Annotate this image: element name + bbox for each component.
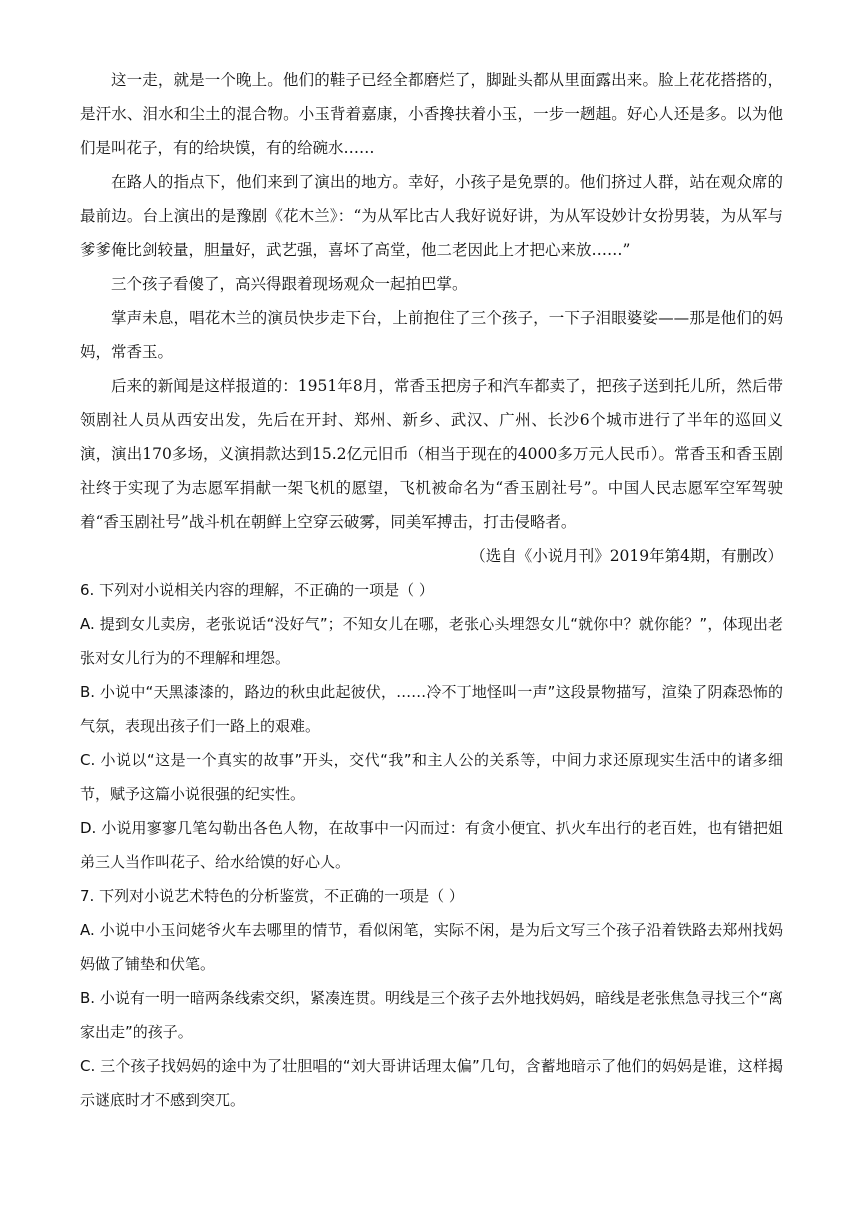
- story-paragraph: 在路人的指点下，他们来到了演出的地方。幸好，小孩子是免票的。他们挤过人群，站在观众席的最前边。台上演出的是豫剧《花木兰》：“为从军比古人我好说好讲，为从军设妙计女扮男装，为从军与爹爹俺比剑较量，胆量好，武艺强，喜坏了高堂，他二老因此上才把心来放……”: [80, 173, 783, 259]
- question-6-option-d: D. 小说用寥寥几笔勾勒出各色人物，在故事中一闪而过：有贪小便宜、扒火车出行的老百姓，也有错把姐弟三人当作叫花子、给水给馍的好心人。: [80, 819, 783, 871]
- question-7-option-b: B. 小说有一明一暗两条线索交织，紧凑连贯。明线是三个孩子去外地找妈妈，暗线是老张焦急寻找三个“离家出走”的孩子。: [80, 989, 783, 1041]
- question-6-option-b: B. 小说中“天黑漆漆的，路边的秋虫此起彼伏，……冷不丁地怪叫一声”这段景物描写，渲染了阴森恐怖的气氛，表现出孩子们一路上的艰难。: [80, 683, 783, 735]
- story-paragraph: 掌声未息，唱花木兰的演员快步走下台，上前抱住了三个孩子，一下子泪眼婆娑——那是他们的妈妈，常香玉。: [80, 309, 783, 361]
- question-list: [80, 573, 783, 1117]
- document-page: [80, 63, 783, 1117]
- question-7-option-a: A. 小说中小玉问姥爷火车去哪里的情节，看似闲笔，实际不闲，是为后文写三个孩子沿着铁路去郑州找妈妈做了铺垫和伏笔。: [80, 921, 783, 973]
- question-6-option-c: C. 小说以“这是一个真实的故事”开头，交代“我”和主人公的关系等，中间力求还原现实生活中的诸多细节，赋予这篇小说很强的纪实性。: [80, 751, 783, 803]
- question-6-option-a: A. 提到女儿卖房，老张说话“没好气”；不知女儿在哪，老张心头埋怨女儿“就你中？就你能？”，体现出老张对女儿行为的不理解和埋怨。: [80, 615, 783, 667]
- source-citation: （选自《小说月刊》2019年第4期，有删改）: [470, 547, 783, 565]
- question-7-option-c: C. 三个孩子找妈妈的途中为了壮胆唱的“刘大哥讲话理太偏”几句，含蓄地暗示了他们的妈妈是谁，这样揭示谜底时才不感到突兀。: [80, 1057, 783, 1109]
- question-7-stem: 7. 下列对小说艺术特色的分析鉴赏，不正确的一项是（ ）: [80, 887, 464, 905]
- story-paragraph: 后来的新闻是这样报道的：1951年8月，常香玉把房子和汽车都卖了，把孩子送到托儿所，然后带领剧社人员从西安出发，先后在开封、郑州、新乡、武汉、广州、长沙6个城市进行了半年的巡回义演，演出170多场，义演捐款达到15.2亿元旧币（相当于现在的4000多万元人民币）。常香玉和香玉剧社终于实现了为志愿军捐献一架飞机的愿望，飞机被命名为“香玉剧社号”。中国人民志愿军空军驾驶着“香玉剧社号”战斗机在朝鲜上空穿云破雾，同美军搏击，打击侵略者。: [80, 377, 783, 531]
- story-paragraph: 这一走，就是一个晚上。他们的鞋子已经全都磨烂了，脚趾头都从里面露出来。脸上花花搭搭的，是汗水、泪水和尘土的混合物。小玉背着嘉康，小香搀扶着小玉，一步一趔趄。好心人还是多。以为他们是叫花子，有的给块馍，有的给碗水……: [80, 71, 783, 157]
- question-6-stem: 6. 下列对小说相关内容的理解，不正确的一项是（ ）: [80, 581, 434, 599]
- story-excerpt: [80, 63, 783, 573]
- story-paragraph: 三个孩子看傻了，高兴得跟着现场观众一起拍巴掌。: [111, 275, 468, 293]
